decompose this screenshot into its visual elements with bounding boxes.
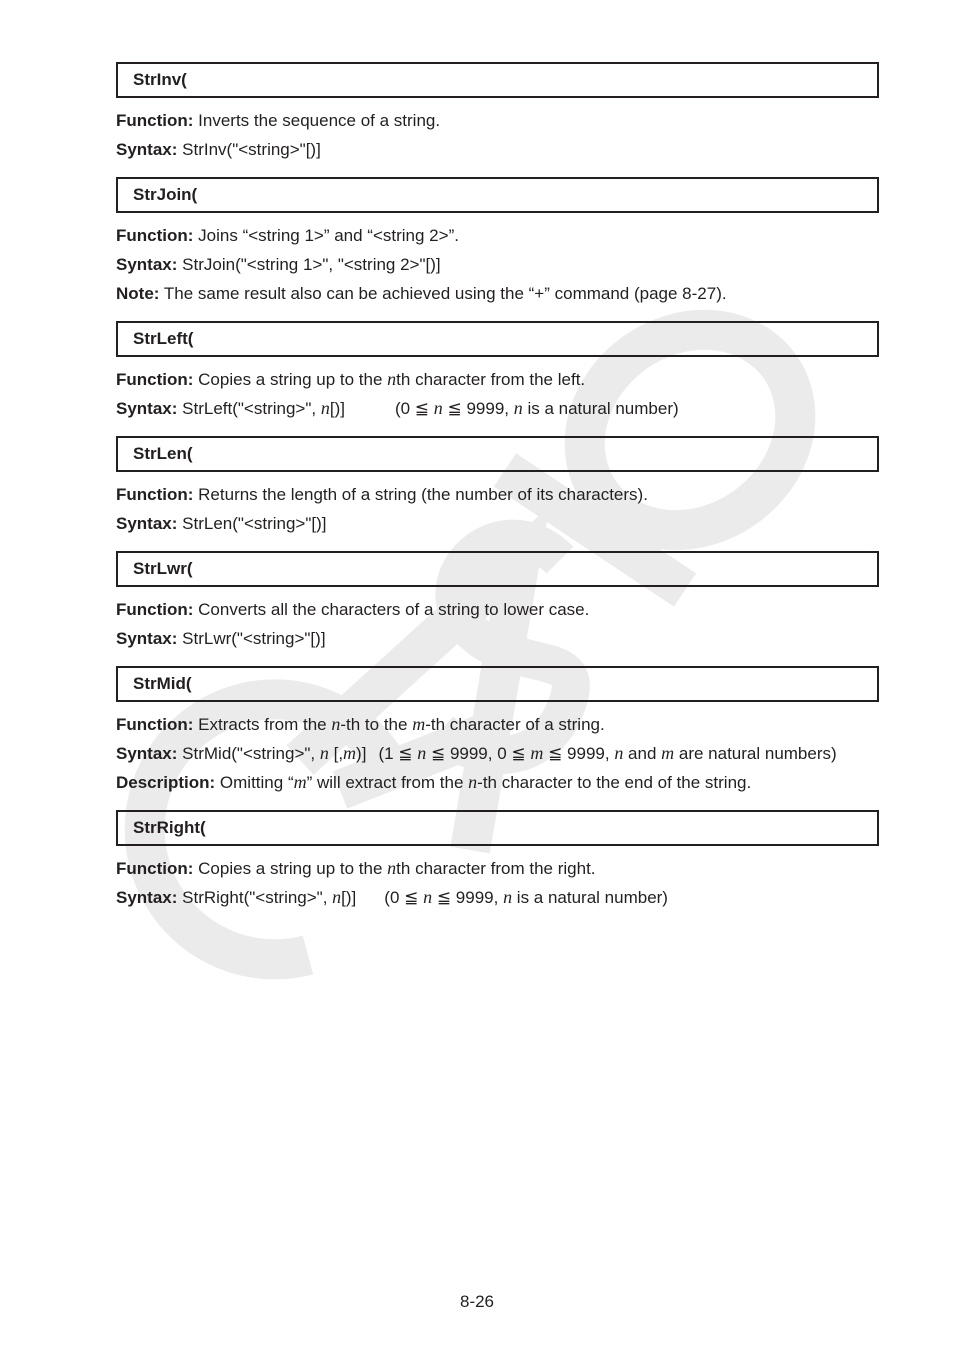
function-text: Extracts from the: [198, 715, 332, 734]
function-text: th character from the left.: [396, 370, 586, 389]
note-line: [116, 279, 879, 308]
range-text: and: [623, 744, 662, 763]
variable-m: m: [530, 743, 544, 763]
function-text: Inverts the sequence of a string.: [198, 111, 441, 130]
command-header: StrLeft(: [116, 321, 879, 357]
command-header: StrLen(: [116, 436, 879, 472]
command-header: StrRight(: [116, 810, 879, 846]
variable-n: n: [513, 398, 523, 418]
range-text: (1 ≦: [378, 744, 418, 763]
syntax-text: StrRight("<string>",: [182, 888, 333, 907]
syntax-text: StrJoin("<string 1>", "<string 2>"[)]: [182, 255, 441, 274]
description-line: [116, 768, 879, 797]
syntax-text: [,: [328, 744, 344, 763]
function-text: Returns the length of a string (the number of its characters).: [198, 485, 648, 504]
reference-content: [116, 62, 879, 912]
range-text: ≦ 9999,: [543, 744, 615, 763]
syntax-text: StrMid("<string>",: [182, 744, 320, 763]
command-header: StrLwr(: [116, 551, 879, 587]
section-strright: [116, 810, 879, 912]
syntax-text: StrInv("<string>"[)]: [182, 140, 321, 159]
variable-n: n: [331, 714, 341, 734]
function-text: -th to the: [340, 715, 413, 734]
variable-n: n: [614, 743, 624, 763]
range-text: is a natural number): [522, 399, 679, 418]
variable-n: n: [423, 887, 433, 907]
function-text: Joins “<string 1>” and “<string 2>”.: [198, 226, 459, 245]
description-text: ” will extract from the: [306, 773, 469, 792]
function-label: Function:: [116, 859, 194, 878]
range-text: (0 ≦: [384, 888, 424, 907]
function-text: Copies a string up to the: [198, 859, 388, 878]
syntax-text: StrLen("<string>"[)]: [182, 514, 327, 533]
variable-n: n: [468, 772, 478, 792]
syntax-line: [116, 739, 879, 768]
function-line: [116, 710, 879, 739]
syntax-line: [116, 394, 879, 423]
range-text: ≦ 9999, 0 ≦: [426, 744, 531, 763]
section-strlwr: [116, 551, 879, 653]
range-text: are natural numbers): [674, 744, 837, 763]
syntax-text: StrLwr("<string>"[)]: [182, 629, 326, 648]
syntax-line: [116, 509, 879, 538]
function-label: Function:: [116, 370, 194, 389]
syntax-label: Syntax:: [116, 888, 178, 907]
variable-m: m: [661, 743, 675, 763]
variable-m: m: [343, 743, 357, 763]
range-text: (0 ≦: [394, 399, 434, 418]
function-text: th character from the right.: [396, 859, 596, 878]
command-header: StrJoin(: [116, 177, 879, 213]
syntax-line: [116, 624, 879, 653]
function-label: Function:: [116, 715, 194, 734]
syntax-label: Syntax:: [116, 255, 178, 274]
function-line: [116, 365, 879, 394]
syntax-line: [116, 135, 879, 164]
syntax-text: [)]: [341, 888, 357, 907]
variable-n: n: [320, 398, 330, 418]
section-strjoin: [116, 177, 879, 308]
range-text: is a natural number): [512, 888, 668, 907]
function-label: Function:: [116, 485, 194, 504]
section-strmid: [116, 666, 879, 797]
function-text: Copies a string up to the: [198, 370, 388, 389]
note-text: The same result also can be achieved using the “+” command (page 8-27).: [163, 284, 727, 303]
syntax-label: Syntax:: [116, 399, 178, 418]
description-text: -th character to the end of the string.: [477, 773, 752, 792]
command-header: StrInv(: [116, 62, 879, 98]
variable-n: n: [319, 743, 329, 763]
syntax-label: Syntax:: [116, 514, 178, 533]
syntax-label: Syntax:: [116, 629, 178, 648]
variable-m: m: [293, 772, 307, 792]
function-line: [116, 854, 879, 883]
variable-n: n: [387, 858, 397, 878]
variable-n: n: [433, 398, 443, 418]
command-header: StrMid(: [116, 666, 879, 702]
syntax-line: [116, 250, 879, 279]
syntax-text: )]: [356, 744, 367, 763]
section-strleft: [116, 321, 879, 423]
function-label: Function:: [116, 600, 194, 619]
function-label: Function:: [116, 226, 194, 245]
function-text: -th character of a string.: [425, 715, 605, 734]
variable-m: m: [412, 714, 426, 734]
range-text: ≦ 9999,: [442, 399, 514, 418]
function-line: [116, 106, 879, 135]
variable-n: n: [332, 887, 342, 907]
function-line: [116, 595, 879, 624]
syntax-text: [)]: [329, 399, 345, 418]
variable-n: n: [417, 743, 427, 763]
syntax-label: Syntax:: [116, 744, 178, 763]
section-strinv: [116, 62, 879, 164]
syntax-text: StrLeft("<string>",: [182, 399, 321, 418]
variable-n: n: [387, 369, 397, 389]
variable-n: n: [503, 887, 513, 907]
function-line: [116, 480, 879, 509]
section-strlen: [116, 436, 879, 538]
note-label: Note:: [116, 284, 160, 303]
page-number: 8-26: [459, 1292, 495, 1311]
syntax-line: [116, 883, 879, 912]
function-line: [116, 221, 879, 250]
function-label: Function:: [116, 111, 194, 130]
syntax-label: Syntax:: [116, 140, 178, 159]
function-text: Converts all the characters of a string to lower case.: [198, 600, 590, 619]
description-label: Description:: [116, 773, 216, 792]
range-text: ≦ 9999,: [432, 888, 504, 907]
description-text: Omitting “: [219, 773, 294, 792]
